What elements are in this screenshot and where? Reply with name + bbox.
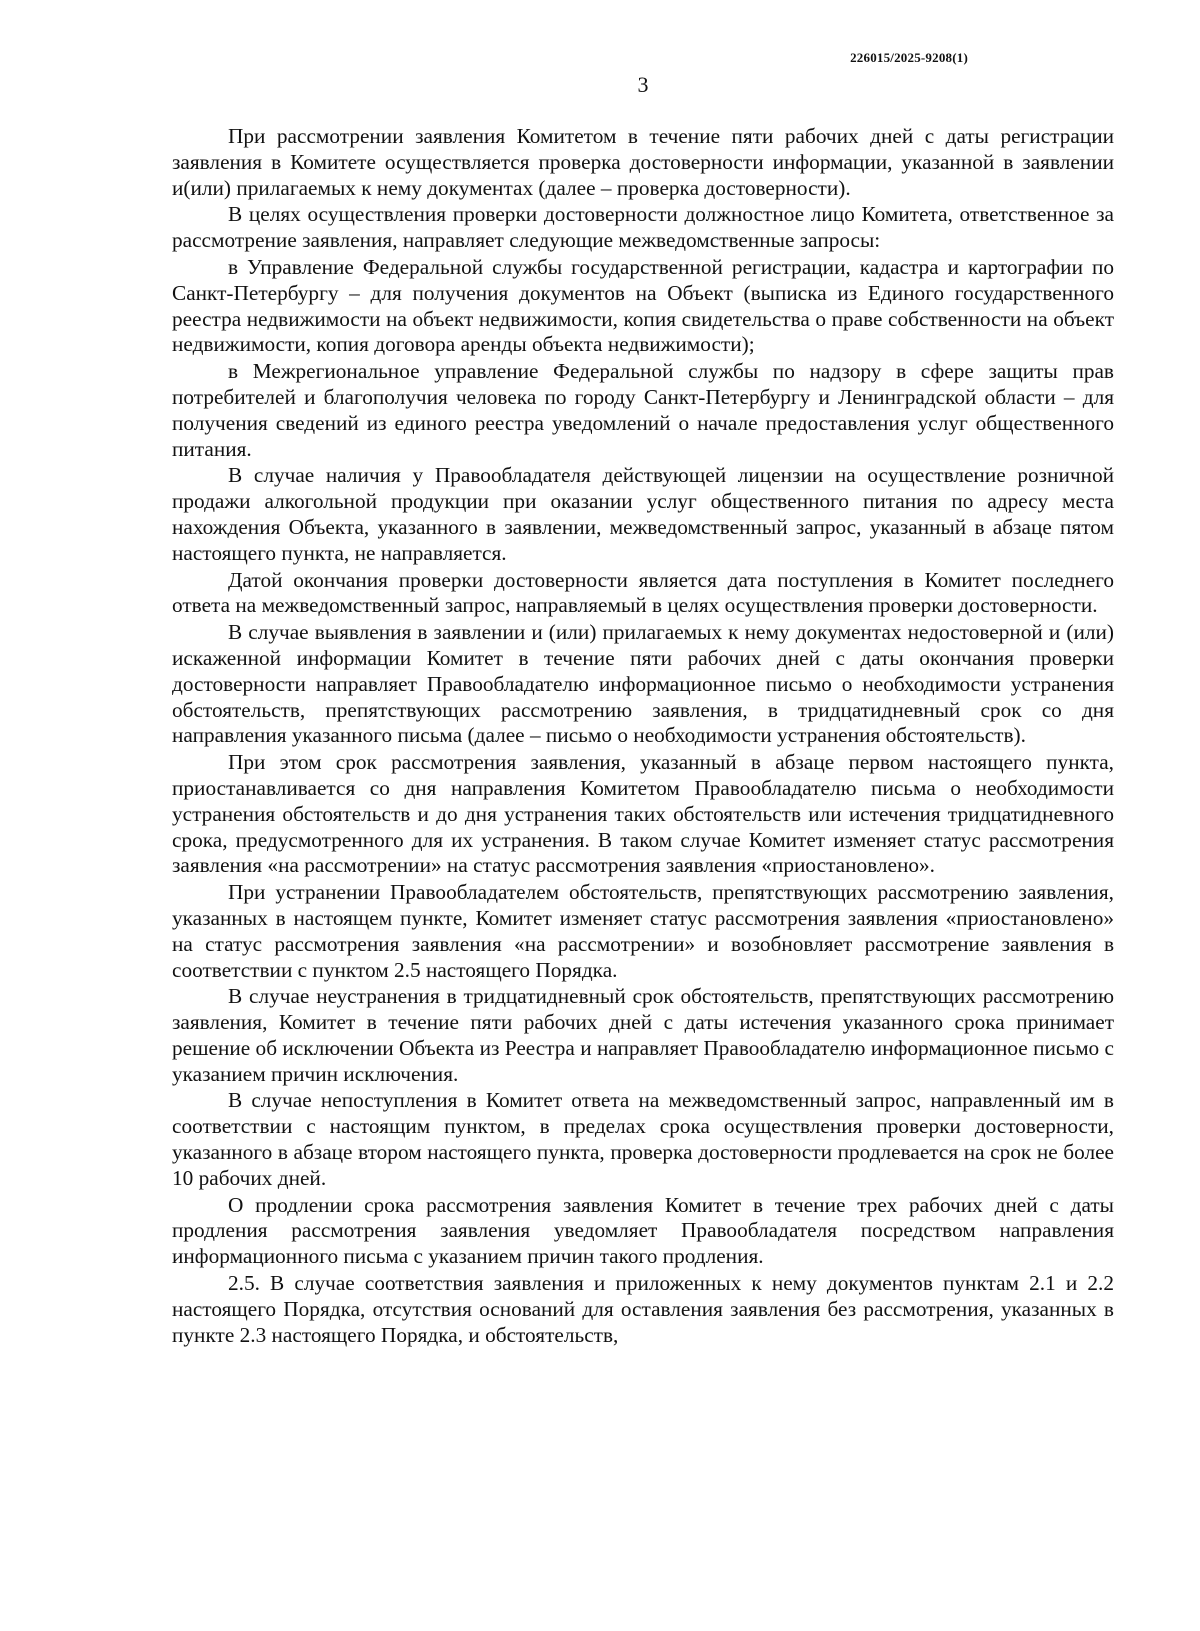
- paragraph-section-2-5: 2.5. В случае соответствия заявления и приложенных к нему документов пунктам 2.1 и 2.2 настоящего Порядка, отсутствия оснований для оставления заявления без рассмотрения, указанных в пункте 2.3 настоящего Порядка, и обстоятельств,: [172, 1271, 1114, 1347]
- paragraph-verification: При рассмотрении заявления Комитетом в течение пяти рабочих дней с даты регистрации заявления в Комитете осуществляется проверка достоверности информации, указанной в заявлении и(или) прилагаемых к нему документах (далее – проверка достоверности).: [172, 124, 1114, 200]
- page-number: 3: [637, 72, 649, 97]
- paragraph-alcohol-license: В случае наличия у Правообладателя действующей лицензии на осуществление розничной продажи алкогольной продукции при оказании услуг общественного питания по адресу места нахождения Объекта, указанного в заявлении, межведомственный запрос, указанный в абзаце пятом настоящего пункта, не направляется.: [172, 463, 1114, 565]
- paragraph-interagency-requests: В целях осуществления проверки достоверности должностное лицо Комитета, ответственное за рассмотрение заявления, направляет следующие межведомственные запросы:: [172, 202, 1114, 253]
- paragraph-extension: В случае непоступления в Комитет ответа на межведомственный запрос, направленный им в соответствии с настоящим пунктом, в пределах срока осуществления проверки достоверности, указанного в абзаце втором настоящего пункта, проверка достоверности продлевается на срок не более 10 рабочих дней.: [172, 1088, 1114, 1190]
- paragraph-rospotrebnadzor-request: в Межрегиональное управление Федеральной службы по надзору в сфере защиты прав потребителей и благополучия человека по городу Санкт-Петербургу и Ленинградской области – для получения сведений из единого реестра уведомлений о начале предоставления услуг общественного питания.: [172, 359, 1114, 461]
- paragraph-rosreestr-request: в Управление Федеральной службы государственной регистрации, кадастра и картографии по Санкт-Петербургу – для получения документов на Объект (выписка из Единого государственного реестра недвижимости на объект недвижимости, копия свидетельства о праве собственности на объект недвижимости, копия договора аренды объекта недвижимости);: [172, 254, 1114, 357]
- paragraph-extension-notice: О продлении срока рассмотрения заявления Комитет в течение трех рабочих дней с даты продления рассмотрения заявления уведомляет Правообладателя посредством направления информационного письма с указанием причин такого продления.: [172, 1192, 1114, 1269]
- document-body: [172, 124, 1114, 1349]
- paragraph-resumption: При устранении Правообладателем обстоятельств, препятствующих рассмотрению заявления, указанных в настоящем пункте, Комитет изменяет статус рассмотрения заявления «приостановлено» на статус рассмотрения заявления «на рассмотрении» и возобновляет рассмотрение заявления в соответствии с пунктом 2.5 настоящего Порядка.: [172, 880, 1114, 982]
- paragraph-inaccurate-info: В случае выявления в заявлении и (или) прилагаемых к нему документах недостоверной и (или) искаженной информации Комитет в течение пяти рабочих дней с даты окончания проверки достоверности направляет Правообладателю информационное письмо о необходимости устранения обстоятельств, препятствующих рассмотрению заявления, в тридцатидневный срок со дня направления указанного письма (далее – письмо о необходимости устранения обстоятельств).: [172, 620, 1114, 748]
- paragraph-verification-end-date: Датой окончания проверки достоверности является дата поступления в Комитет последнего ответа на межведомственный запрос, направляемый в целях осуществления проверки достоверности.: [172, 567, 1114, 618]
- paragraph-exclusion: В случае неустранения в тридцатидневный срок обстоятельств, препятствующих рассмотрению заявления, Комитет в течение пяти рабочих дней с даты истечения указанного срока принимает решение об исключении Объекта из Реестра и направляет Правообладателю информационное письмо с указанием причин исключения.: [172, 984, 1114, 1086]
- paragraph-suspension: При этом срок рассмотрения заявления, указанный в абзаце первом настоящего пункта, приостанавливается со дня направления Комитетом Правообладателю письма о необходимости устранения обстоятельств и до дня устранения таких обстоятельств или истечения тридцатидневного срока, предусмотренного для их устранения. В таком случае Комитет изменяет статус рассмотрения заявления «на рассмотрении» на статус рассмотрения заявления «приостановлено».: [172, 750, 1114, 878]
- document-registration-number: 226015/2025-9208(1): [850, 50, 968, 65]
